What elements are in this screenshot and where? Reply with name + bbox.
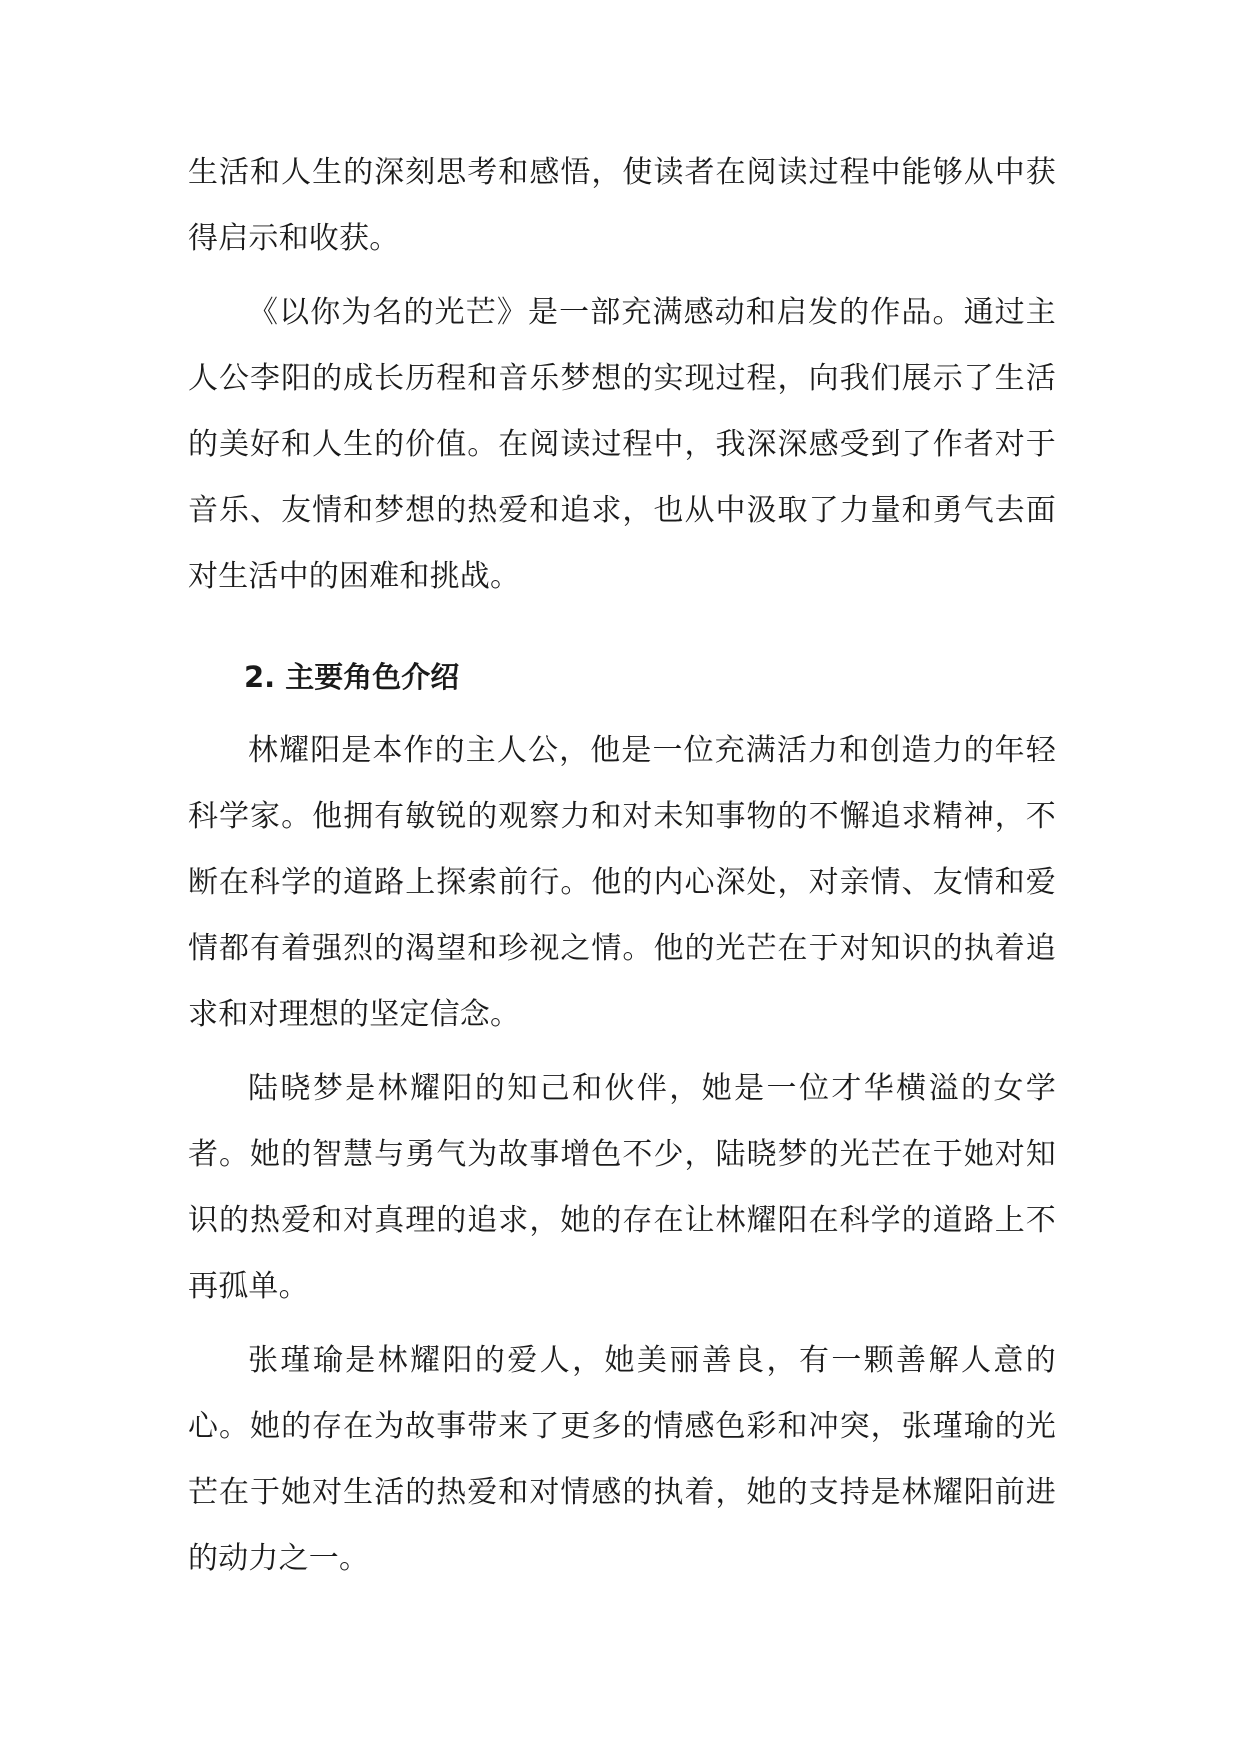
section-heading: 2. 主要角色介绍 bbox=[244, 660, 460, 694]
paragraph-character-lu: 陆晓梦是林耀阳的知己和伙伴，她是一位才华横溢的女学者。她的智慧与勇气为故事增色不少，陆晓梦的光芒在于她对知识的热爱和对真理的追求，她的存在让林耀阳在科学的道路上不再孤单。 bbox=[188, 1071, 1056, 1304]
paragraph-character-lin: 林耀阳是本作的主人公，他是一位充满活力和创造力的年轻科学家。他拥有敏锐的观察力和对未知事物的不懈追求精神，不断在科学的道路上探索前行。他的内心深处，对亲情、友情和爱情都有着强烈的渴望和珍视之情。他的光芒在于对知识的执着追求和对理想的坚定信念。 bbox=[188, 733, 1056, 1032]
document-body bbox=[188, 140, 1056, 1600]
paragraph-continued: 生活和人生的深刻思考和感悟，使读者在阅读过程中能够从中获得启示和收获。 bbox=[188, 155, 1056, 256]
paragraph-book-summary: 《以你为名的光芒》是一部充满感动和启发的作品。通过主人公李阳的成长历程和音乐梦想的实现过程，向我们展示了生活的美好和人生的价值。在阅读过程中，我深深感受到了作者对于音乐、友情和梦想的热爱和追求，也从中汲取了力量和勇气去面对生活中的困难和挑战。 bbox=[188, 295, 1056, 594]
paragraph-character-zhang: 张瑾瑜是林耀阳的爱人，她美丽善良，有一颗善解人意的心。她的存在为故事带来了更多的情感色彩和冲突，张瑾瑜的光芒在于她对生活的热爱和对情感的执着，她的支持是林耀阳前进的动力之一。 bbox=[188, 1343, 1056, 1576]
